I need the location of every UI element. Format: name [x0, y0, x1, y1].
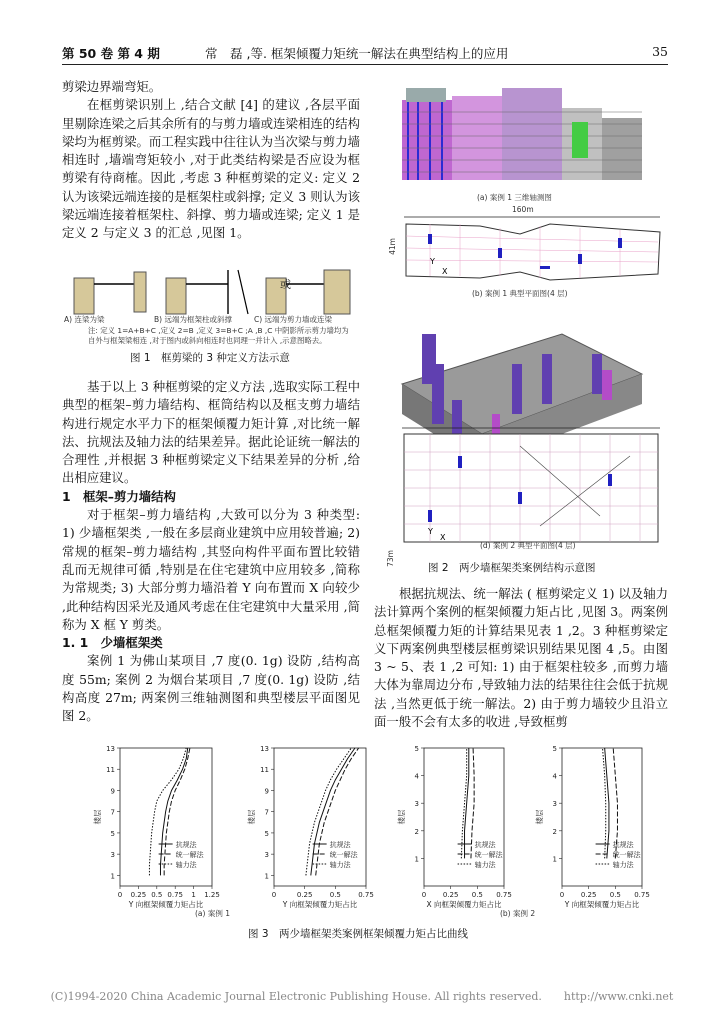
x-axis-label: Y 向框架倾覆力矩占比: [564, 900, 640, 909]
fig3-sub-a: (a) 案例 1: [195, 909, 230, 918]
x-tick-label: 0: [271, 891, 277, 899]
fig1-caption: 图 1 框剪梁的 3 种定义方法示意: [130, 352, 290, 364]
paragraph: 剪梁边界端弯矩。: [62, 79, 162, 94]
legend-label: 抗规法: [329, 841, 351, 849]
figure-3: [62, 742, 668, 932]
plot-frame: [274, 748, 366, 886]
legend-label: 轴力法: [612, 861, 634, 869]
fig1-sub-a: A) 连梁为梁: [64, 315, 105, 324]
svg-text:Y: Y: [430, 257, 435, 266]
left-text-mid: [62, 378, 360, 726]
fig3-sub-b: (b) 案例 2: [500, 909, 536, 918]
y-tick-label: 9: [110, 787, 115, 796]
fig2-sub-a: (a) 案例 1 三维轴测图: [477, 193, 552, 202]
y-tick-label: 1: [264, 872, 269, 881]
y-tick-label: 7: [264, 808, 269, 817]
x-tick-label: 0.75: [358, 891, 374, 899]
fig2d-plan: [400, 426, 662, 548]
x-tick-label: 0.25: [130, 891, 147, 899]
running-title: 常 磊 ,等. 框架倾覆力矩统一解法在典型结构上的应用: [205, 46, 509, 61]
fig1-note: 注: 定义 1=A+B+C ,定义 2=B ,定义 3=B+C ;A ,B ,C 中阴影所示剪力墙均为自外与框架梁相连 ,对于图内或斜向相连时也同理一并计入 ,示意图略去。: [88, 326, 349, 345]
legend-label: 抗规法: [474, 841, 496, 849]
dim-height: 41m: [387, 238, 397, 255]
x-tick-label: 1: [191, 891, 196, 899]
or-label: 或: [280, 278, 291, 291]
wall-shape: [134, 272, 146, 312]
x-tick-label: 0.75: [496, 891, 512, 899]
y-axis-label: 楼层: [535, 809, 544, 825]
y-tick-label: 5: [552, 745, 557, 753]
legend-label: 轴力法: [474, 861, 496, 869]
axis-label-y: Y: [428, 527, 433, 536]
copyright-footer: (C)1994-2020 China Academic Journal Electronic Publishing House. All rights reserved. http://www.cnki.net: [50, 990, 674, 1003]
fig2b-plan: [400, 214, 664, 284]
y-tick-label: 3: [414, 800, 419, 809]
legend-label: 统一解法: [612, 851, 641, 859]
fig2-caption: 图 2 两少墙框架类案例结构示意图: [428, 562, 596, 574]
y-tick-label: 2: [414, 827, 419, 836]
fig2a-3d-view: [392, 78, 648, 188]
y-tick-label: 3: [552, 800, 557, 809]
header-rule: [62, 64, 668, 65]
x-tick-label: 0.75: [634, 891, 650, 899]
svg-text:X: X: [442, 267, 448, 276]
y-tick-label: 13: [260, 745, 269, 753]
y-tick-label: 5: [264, 829, 269, 838]
legend-label: 轴力法: [175, 861, 197, 869]
wall-shape: [324, 270, 350, 314]
y-tick-label: 13: [106, 745, 115, 753]
paragraph: 在框剪梁识别上 ,结合文献 [4] 的建议 ,各层平面里剔除连梁之后其余所有的与剪力墙或连梁相连的结构梁均为框剪梁。而工程实践中往往认为当次梁与剪力墙相连时 ,墙端弯矩较小 ,对于此类结构梁是否应设为框剪梁有待商榷。因此 ,考虑 3 种框剪梁的定义: 定义 2 认为该梁远端连接的是框架柱或斜撑; 定义 3 则认为该梁远端连接着框架柱、斜撑、剪力墙或连梁; 定义 1 是定义 2 与定义 3 的汇总 ,见图 1。: [62, 97, 360, 241]
brace-line: [238, 270, 248, 314]
y-axis-label: 楼层: [247, 809, 256, 825]
x-axis-label: Y 向框架倾覆力矩占比: [128, 900, 204, 909]
page-number: 35: [652, 44, 668, 59]
y-tick-label: 5: [110, 829, 115, 838]
y-tick-label: 11: [106, 766, 115, 775]
series-line: [603, 748, 606, 858]
x-tick-label: 0.5: [609, 891, 621, 899]
x-tick-label: 0: [559, 891, 565, 899]
fig1-sub-b: B) 远端为框架柱或斜撑: [154, 315, 232, 324]
legend-label: 统一解法: [329, 851, 358, 859]
fig2-sub-b: (b) 案例 1 典型平面图(4 层): [472, 289, 568, 298]
y-tick-label: 3: [264, 851, 269, 860]
plot-frame: [120, 748, 212, 886]
y-tick-label: 11: [260, 766, 269, 775]
legend-label: 轴力法: [329, 861, 351, 869]
x-tick-label: 0.5: [329, 891, 341, 899]
fig3-caption: 图 3 两少墙框架类案例框架倾覆力矩占比曲线: [248, 928, 469, 940]
left-text-top: [62, 78, 360, 243]
right-text: 根据抗规法、统一解法 ( 框剪梁定义 1) 以及轴力法计算两个案例的框架倾覆力矩占比 ,见图 3。两案例总框架倾覆力矩的计算结果见表 1 ,2。3 种框剪梁定义下两案例典型楼层框剪梁识别结果见图 4 ,5。由图 3 ~ 5、表 1 ,2 可知: 1) 由于框架柱较多 ,而剪力墙大体为靠周边分布 ,导致轴力法的结果往往会低于抗规法 ,当然更低于统一解法。2) 由于剪力墙较少且沿立面一般不会有太多的收进 ,导致框剪: [374, 586, 668, 730]
y-tick-label: 2: [552, 827, 557, 836]
y-axis-label: 楼层: [397, 809, 406, 825]
x-axis-label: Y 向框架倾覆力矩占比: [282, 900, 358, 909]
y-tick-label: 5: [414, 745, 419, 753]
x-tick-label: 0.5: [471, 891, 483, 899]
x-tick-label: 0: [421, 891, 427, 899]
x-axis-label: X 向框架倾覆力矩占比: [426, 900, 502, 909]
dim-height: 73m: [385, 550, 395, 567]
dim-width: 160m: [512, 205, 534, 214]
legend-label: 抗规法: [612, 841, 634, 849]
series-line: [461, 748, 466, 858]
paragraph: 案例 1 为佛山某项目 ,7 度(0. 1g) 设防 ,结构高度 55m; 案例 2 为烟台某项目 ,7 度(0. 1g) 设防 ,结构高度 27m; 两案例三维轴测图和典型楼层平面图见图 2。: [62, 653, 360, 724]
y-tick-label: 1: [414, 855, 419, 864]
axis-label-x: X: [440, 533, 446, 542]
x-tick-label: 0.25: [442, 891, 459, 899]
legend-label: 统一解法: [175, 851, 204, 859]
y-tick-label: 3: [110, 851, 115, 860]
y-tick-label: 9: [264, 787, 269, 796]
legend-label: 抗规法: [175, 841, 197, 849]
x-tick-label: 0.25: [296, 891, 313, 899]
y-axis-label: 楼层: [93, 809, 102, 825]
fig2-sub-d: (d) 案例 2 典型平面图(4 层): [480, 541, 576, 550]
fig1-sub-c: C) 远端为剪力墙或连梁: [254, 315, 333, 324]
y-tick-label: 4: [414, 772, 419, 781]
fig1-diagram: [62, 262, 360, 320]
paragraph: 对于框架–剪力墙结构 ,大致可以分为 3 种类型: 1) 少墙框架类 ,一般在多层商业建筑中应用较普遍; 2) 常规的框架–剪力墙结构 ,其竖向构件平面布置比较错乱而无规律可循 ,特别是在住宅建筑中应用较多 ,简称为常规类; 3) 大部分剪力墙沿着 Y 向布置而 X 向较少 ,此种结构因采光及通风考虑在住宅建筑中大量采用 ,简称为 X 框 Y 剪类。: [62, 507, 360, 632]
x-tick-label: 0.75: [167, 891, 183, 899]
y-tick-label: 1: [552, 855, 557, 864]
x-tick-label: 0.25: [580, 891, 597, 899]
y-tick-label: 1: [110, 872, 115, 881]
section-heading: 1 框架–剪力墙结构: [62, 488, 176, 504]
y-tick-label: 7: [110, 808, 115, 817]
wall-shape: [74, 278, 94, 314]
x-tick-label: 0.5: [151, 891, 163, 899]
legend-label: 统一解法: [474, 851, 503, 859]
x-tick-label: 0: [117, 891, 123, 899]
wall-shape: [166, 278, 186, 314]
paragraph: 基于以上 3 种框剪梁的定义方法 ,选取实际工程中典型的框架–剪力墙结构、框筒结构以及框支剪力墙结构进行规定水平力下的框架倾覆力矩计算 ,对比统一解法、抗规法及轴力法的结果差异。据此论证统一解法的合理性 ,并根据 3 种框剪梁定义下结果差异的分析 ,给出相应建议。: [62, 379, 360, 486]
journal-volume: 第 50 卷 第 4 期: [62, 46, 160, 61]
y-tick-label: 4: [552, 772, 557, 781]
subsection-heading: 1. 1 少墙框架类: [62, 635, 163, 651]
x-tick-label: 1.25: [204, 891, 220, 899]
